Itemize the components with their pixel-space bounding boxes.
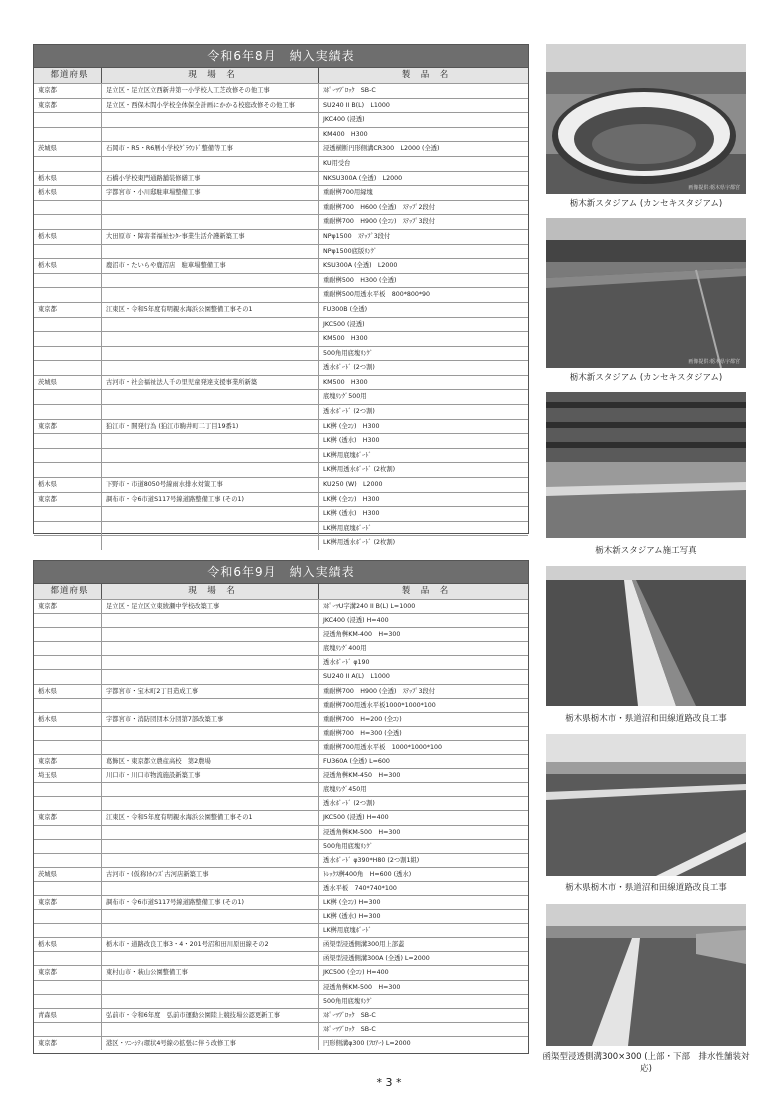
table-row: [34, 669, 528, 683]
cell-site: [102, 449, 319, 463]
cell-product: 重耐桝700用透水平板 1000*1000*100: [323, 743, 443, 751]
cell-prefecture: [34, 882, 102, 895]
photo-caption: 函渠型浸透側溝300×300 (上部・下部 排水性舗装対応): [542, 1052, 750, 1074]
page-number: * 3 *: [376, 1076, 402, 1089]
cell-prefecture: 東京都: [34, 811, 102, 824]
stadium-aerial-photo: [546, 44, 746, 194]
cell-product: 500角用底塊ﾘﾝｸﾞ: [323, 349, 373, 357]
cell-prefecture: 東京都: [34, 420, 102, 434]
cell-site: [102, 614, 319, 627]
table-row: [34, 965, 528, 979]
delivery-table-august: [33, 44, 529, 547]
table-header: [34, 583, 528, 599]
cell-product: ｽﾎﾟｰﾂﾌﾞﾛｯｸ SB-C: [323, 1011, 376, 1019]
cell-prefecture: [34, 995, 102, 1008]
header-prefecture: 都道府県: [34, 68, 102, 83]
cell-product: LK桝用底塊ﾎﾞｰﾄﾞ: [323, 451, 372, 459]
header-site: 現 場 名: [102, 68, 319, 83]
cell-product: LK桝 (全ｺﾝ) H300: [323, 422, 380, 430]
cell-site: 下野市・市道8050号線雨水排水対策工事: [102, 478, 319, 492]
table-row: [34, 214, 528, 229]
cell-prefecture: [34, 332, 102, 346]
cell-product: 浸透角桝KM-450 H=300: [323, 772, 401, 780]
cell-site: [102, 826, 319, 839]
cell-site: 江東区・令和5年度有明親水海浜公園整備工事その1: [102, 303, 319, 317]
table-row: [34, 127, 528, 142]
table-row: [34, 404, 528, 419]
table-row: [34, 782, 528, 796]
cell-site: [102, 952, 319, 965]
cell-site: [102, 128, 319, 142]
table-row: [34, 754, 528, 768]
road-drain-photo-1: [546, 566, 746, 706]
cell-site: 港区・ｿﾆｰｼﾃｨ環状4号線の拡張に伴う改修工事: [102, 1037, 319, 1050]
cell-product: LK桝用透水ﾎﾞｰﾄﾞ (2枚割): [323, 466, 396, 474]
cell-prefecture: 東京都: [34, 600, 102, 613]
cell-site: 江東区・令和5年度有明親水海浜公園整備工事その1: [102, 811, 319, 824]
cell-prefecture: [34, 434, 102, 448]
cell-product: LK桝 (全ｺﾝ) H=300: [323, 898, 381, 906]
cell-site: [102, 347, 319, 361]
cell-site: 調布市・令6市道S117号線道路整備工事 (その1): [102, 493, 319, 507]
cell-product: LK桝用透水ﾎﾞｰﾄﾞ (2枚割): [323, 539, 396, 547]
cell-site: [102, 201, 319, 215]
cell-site: [102, 463, 319, 477]
cell-prefecture: 埼玉県: [34, 769, 102, 782]
cell-prefecture: 東京都: [34, 966, 102, 979]
cell-prefecture: 青森県: [34, 1009, 102, 1022]
table-row: [34, 839, 528, 853]
cell-prefecture: [34, 113, 102, 127]
cell-product: FU360A (全透) L=600: [323, 758, 390, 766]
header-site: 現 場 名: [102, 584, 319, 599]
table-row: [34, 599, 528, 613]
cell-prefecture: [34, 628, 102, 641]
cell-prefecture: [34, 981, 102, 994]
cell-site: [102, 507, 319, 521]
cell-product: KU用受台: [323, 159, 351, 167]
table-row: [34, 937, 528, 951]
cell-prefecture: 栃木県: [34, 172, 102, 186]
table-title: 令和6年8月 納入実績表: [34, 45, 528, 67]
cell-prefecture: 茨城県: [34, 868, 102, 881]
table-row: [34, 346, 528, 361]
photo-caption: 栃木県栃木市・県道沼和田線道路改良工事: [565, 714, 727, 724]
cell-product: 重耐桝700 H=300 (全透): [323, 729, 402, 737]
table-row: [34, 796, 528, 810]
cell-prefecture: [34, 952, 102, 965]
table-row: [34, 317, 528, 332]
cell-product: NPφ1500底版ﾘﾝｸﾞ: [323, 247, 377, 255]
stadium-pitch-photo: [546, 218, 746, 368]
cell-site: [102, 642, 319, 655]
cell-site: [102, 910, 319, 923]
table-row: [34, 895, 528, 909]
cell-prefecture: 栃木県: [34, 713, 102, 726]
cell-site: [102, 882, 319, 895]
cell-site: [102, 405, 319, 419]
cell-product: 重耐桝700用縁塊: [323, 189, 373, 197]
cell-site: [102, 670, 319, 683]
table-row: [34, 171, 528, 186]
cell-prefecture: [34, 507, 102, 521]
table-row: [34, 521, 528, 536]
table-row: [34, 825, 528, 839]
cell-site: 栃木市・道路改良工事3・4・201号沼和田川原田線その2: [102, 938, 319, 951]
cell-product: 底塊ﾘﾝｸﾞ400用: [323, 645, 367, 653]
table-row: [34, 141, 528, 156]
table-row: [34, 613, 528, 627]
table-row: [34, 535, 528, 550]
cell-product: 函渠型浸透側溝300A (全透) L=2000: [323, 955, 430, 963]
cell-product: LK桝 (全ｺﾝ) H300: [323, 495, 380, 503]
cell-product: 函渠型浸透側溝300用上部蓋: [323, 941, 405, 949]
cell-site: [102, 113, 319, 127]
photo-caption: 栃木新スタジアム施工写真: [595, 546, 697, 556]
cell-prefecture: [34, 128, 102, 142]
photo-credit: 画像提供:栃木県宇都宮: [688, 359, 740, 365]
table-row: [34, 740, 528, 754]
cell-site: [102, 656, 319, 669]
table-row: [34, 867, 528, 881]
cell-site: [102, 1023, 319, 1036]
cell-prefecture: [34, 727, 102, 740]
cell-prefecture: [34, 405, 102, 419]
cell-product: JKC500 (浸透): [323, 320, 365, 328]
cell-site: 弘前市・令和6年度 弘前市運動公園陸上競技場公認更新工事: [102, 1009, 319, 1022]
cell-product: 透水平板 740*740*100: [323, 884, 397, 892]
cell-site: [102, 157, 319, 171]
cell-prefecture: [34, 670, 102, 683]
cell-product: JKC500 (全ｺﾝ) H=400: [323, 969, 389, 977]
cell-product: 重耐桝700 H600 (全透) ｽﾃｯﾌﾟ2段付: [323, 203, 436, 211]
cell-product: 500角用底塊ﾘﾝｸﾞ: [323, 997, 373, 1005]
table-row: [34, 994, 528, 1008]
cell-site: 足立区・足立区立西新井第一小学校人工芝改修その他工事: [102, 84, 319, 98]
table-row: [34, 641, 528, 655]
cell-prefecture: 東京都: [34, 84, 102, 98]
cell-product: 底塊ﾘﾝｸﾞ500用: [323, 393, 367, 401]
table-row: [34, 1036, 528, 1050]
cell-product: ｽﾎﾟｰﾂﾌﾞﾛｯｸ SB-C: [323, 1025, 376, 1033]
cell-product: ﾄﾚｯｸｽ桝400角 H=600 (透水): [323, 870, 412, 878]
cell-product: KM500 H300: [323, 378, 368, 386]
cell-prefecture: [34, 157, 102, 171]
cell-prefecture: 東京都: [34, 493, 102, 507]
table-row: [34, 1022, 528, 1036]
cell-prefecture: 東京都: [34, 896, 102, 909]
table-row: [34, 477, 528, 492]
cell-product: LK桝 (透水) H300: [323, 437, 380, 445]
cell-site: [102, 434, 319, 448]
table-row: [34, 909, 528, 923]
table-row: [34, 726, 528, 740]
photo-caption: 栃木県栃木市・県道沼和田線道路改良工事: [565, 883, 727, 893]
cell-prefecture: [34, 924, 102, 937]
table-row: [34, 627, 528, 641]
cell-prefecture: [34, 536, 102, 550]
cell-prefecture: 茨城県: [34, 376, 102, 390]
cell-site: 東村山市・萩山公園整備工事: [102, 966, 319, 979]
table-row: [34, 244, 528, 259]
cell-prefecture: [34, 522, 102, 536]
cell-site: [102, 332, 319, 346]
table-title: 令和6年9月 納入実績表: [34, 561, 528, 583]
table-row: [34, 200, 528, 215]
cell-site: [102, 840, 319, 853]
cell-prefecture: [34, 854, 102, 867]
table-row: [34, 156, 528, 171]
delivery-table-september: [33, 560, 529, 1054]
cell-product: SU240 II B(L) L1000: [323, 101, 390, 109]
table-body: [34, 599, 528, 1050]
photo-credit: 画像提供:栃木県宇都宮: [688, 185, 740, 191]
cell-site: [102, 390, 319, 404]
table-row: [34, 853, 528, 867]
cell-product: 透水ﾎﾞｰﾄﾞ φ190: [323, 659, 370, 667]
cell-product: ｽﾎﾟｰﾂU字溝240 II B(L) L=1000: [323, 603, 416, 610]
cell-prefecture: [34, 318, 102, 332]
cell-site: 宇都宮市・消防団団本分団第7部改築工事: [102, 713, 319, 726]
cell-product: 浸透横断円形側溝CR300 L2000 (全透): [323, 145, 440, 153]
table-row: [34, 389, 528, 404]
photo-caption: 栃木新スタジアム (カンセキスタジアム): [569, 373, 723, 383]
table-row: [34, 684, 528, 698]
table-row: [34, 448, 528, 463]
table-row: [34, 881, 528, 895]
cell-product: LK桝用底塊ﾎﾞｰﾄﾞ: [323, 524, 372, 532]
cell-prefecture: [34, 288, 102, 302]
cell-site: [102, 318, 319, 332]
cell-product: NPφ1500 ｽﾃｯﾌﾟ3段付: [323, 232, 391, 240]
table-row: [34, 1008, 528, 1022]
cell-product: 重耐桝700用透水平板1000*1000*100: [323, 701, 436, 709]
cell-site: [102, 536, 319, 550]
cell-prefecture: [34, 741, 102, 754]
table-row: [34, 951, 528, 965]
cell-site: [102, 628, 319, 641]
photo-caption: 栃木新スタジアム (カンセキスタジアム): [569, 199, 723, 209]
cell-product: 透水ﾎﾞｰﾄﾞ (2つ割): [323, 364, 375, 372]
cell-product: 円形側溝φ300 (ﾌﾛｱｰ) L=2000: [323, 1039, 411, 1047]
cell-site: 足立区・西保木間小学校全体保全計画にかかる校庭改修その他工事: [102, 99, 319, 113]
cell-prefecture: [34, 826, 102, 839]
cell-product: 重耐桝700 H900 (全透) ｽﾃｯﾌﾟ3段付: [323, 687, 436, 695]
cell-site: 調布市・令6市道S117号線道路整備工事 (その1): [102, 896, 319, 909]
cell-prefecture: 栃木県: [34, 259, 102, 273]
table-row: [34, 980, 528, 994]
table-row: [34, 229, 528, 244]
table-row: [34, 506, 528, 521]
cell-product: 重耐桝500 H300 (全透): [323, 276, 397, 284]
cell-prefecture: [34, 910, 102, 923]
cell-prefecture: 東京都: [34, 303, 102, 317]
cell-prefecture: [34, 840, 102, 853]
table-row: [34, 810, 528, 824]
table-row: [34, 655, 528, 669]
stadium-construction-photo: [546, 392, 746, 538]
cell-product: ｽﾎﾟｰﾂﾌﾞﾛｯｸ SB-C: [323, 87, 376, 94]
table-row: [34, 287, 528, 302]
cell-product: KM500 H300: [323, 335, 368, 343]
table-row: [34, 923, 528, 937]
road-drain-photo-2: [546, 734, 746, 876]
cell-site: 川口市・川口市物流施設新築工事: [102, 769, 319, 782]
cell-prefecture: [34, 642, 102, 655]
cell-site: [102, 797, 319, 810]
table-row: [34, 360, 528, 375]
cell-prefecture: [34, 614, 102, 627]
table-row: [34, 419, 528, 434]
cell-product: LK桝用底塊ﾎﾞｰﾄﾞ: [323, 927, 372, 935]
cell-product: KSU300A (全透) L2000: [323, 262, 398, 270]
cell-site: 宇都宮市・小川邸駐車場整備工事: [102, 186, 319, 200]
cell-site: [102, 288, 319, 302]
table-row: [34, 712, 528, 726]
cell-prefecture: [34, 347, 102, 361]
cell-prefecture: 栃木県: [34, 478, 102, 492]
table-row: [34, 185, 528, 200]
cell-site: 大田原市・障害者福祉ｾﾝﾀｰ事業生活介護新築工事: [102, 230, 319, 244]
table-row: [34, 273, 528, 288]
cell-site: [102, 699, 319, 712]
header-product: 製 品 名: [401, 586, 450, 596]
table-row: [34, 331, 528, 346]
cell-site: [102, 783, 319, 796]
cell-prefecture: 栃木県: [34, 186, 102, 200]
cell-prefecture: [34, 390, 102, 404]
cell-product: 浸透角桝KM-500 H=300: [323, 983, 401, 991]
cell-prefecture: [34, 656, 102, 669]
cell-site: [102, 854, 319, 867]
cell-product: 浸透角桝KM-500 H=300: [323, 828, 401, 836]
cell-site: [102, 995, 319, 1008]
cell-site: [102, 215, 319, 229]
cell-site: [102, 522, 319, 536]
cell-site: 石橋小学校東門通路舗装修繕工事: [102, 172, 319, 186]
header-product: 製 品 名: [401, 70, 450, 80]
cell-site: [102, 981, 319, 994]
cell-product: NKSU300A (全透) L2000: [323, 174, 403, 182]
cell-product: 重耐桝700 H=200 (全ｺﾝ): [323, 715, 402, 723]
table-row: [34, 698, 528, 712]
cell-site: 古河市・(仮称)ｶｲﾝｽﾞ古河店新築工事: [102, 868, 319, 881]
cell-prefecture: [34, 449, 102, 463]
cell-product: 透水ﾎﾞｰﾄﾞ φ390*H80 (2つ割1組): [323, 856, 420, 864]
cell-site: 鹿沼市・たいらや鹿沼店 駐車場整備工事: [102, 259, 319, 273]
cell-product: KU250 (W) L2000: [323, 481, 383, 489]
table-row: [34, 302, 528, 317]
cell-product: 500角用底塊ﾘﾝｸﾞ: [323, 842, 373, 850]
header-prefecture: 都道府県: [34, 584, 102, 599]
cell-site: [102, 741, 319, 754]
cell-site: 足立区・足立区立東綾瀬中学校改築工事: [102, 600, 319, 613]
cell-site: [102, 274, 319, 288]
cell-prefecture: 栃木県: [34, 938, 102, 951]
cell-prefecture: 栃木県: [34, 685, 102, 698]
table-row: [34, 258, 528, 273]
cell-site: 古河市・社会福祉法人千の里児童発達支援事業所新築: [102, 376, 319, 390]
cell-product: 底塊ﾘﾝｸﾞ450用: [323, 786, 367, 794]
cell-product: 重耐桝700 H900 (全ｺﾝ) ｽﾃｯﾌﾟ3段付: [323, 218, 436, 226]
cell-product: FU300B (全透): [323, 305, 368, 313]
table-row: [34, 112, 528, 127]
cell-product: 浸透角桝KM-400 H=300: [323, 631, 401, 639]
cell-site: [102, 361, 319, 375]
cell-prefecture: [34, 797, 102, 810]
cell-prefecture: [34, 274, 102, 288]
cell-prefecture: [34, 463, 102, 477]
cell-site: 宇都宮市・宝木町2丁目造成工事: [102, 685, 319, 698]
cell-site: [102, 727, 319, 740]
cell-prefecture: [34, 699, 102, 712]
cell-product: LK桝 (透水) H=300: [323, 913, 381, 921]
table-row: [34, 462, 528, 477]
cell-product: 透水ﾎﾞｰﾄﾞ (2つ割): [323, 800, 375, 808]
cell-prefecture: 東京都: [34, 1037, 102, 1050]
cell-product: KM400 H300: [323, 130, 368, 138]
cell-product: 重耐桝500用透水平板 800*800*90: [323, 291, 431, 299]
cell-product: LK桝 (透水) H300: [323, 510, 380, 518]
cell-product: JKC400 (浸透) H=400: [323, 617, 389, 625]
table-row: [34, 768, 528, 782]
cell-site: [102, 924, 319, 937]
cell-prefecture: [34, 215, 102, 229]
cell-site: 石岡市・R5・R6暦小学校ｸﾞﾗｳﾝﾄﾞ整備等工事: [102, 142, 319, 156]
cell-product: SU240 II A(L) L1000: [323, 673, 390, 681]
table-row: [34, 375, 528, 390]
table-row: [34, 492, 528, 507]
cell-site: [102, 245, 319, 259]
cell-prefecture: [34, 245, 102, 259]
cell-prefecture: [34, 1023, 102, 1036]
cell-site: 葛飾区・東京都立農産高校 第2農場: [102, 755, 319, 768]
table-row: [34, 83, 528, 98]
cell-product: 透水ﾎﾞｰﾄﾞ (2つ割): [323, 408, 375, 416]
cell-prefecture: 東京都: [34, 755, 102, 768]
table-body: [34, 83, 528, 550]
table-row: [34, 98, 528, 113]
box-culvert-photo: [546, 904, 746, 1046]
cell-product: JKC400 (浸透): [323, 116, 365, 124]
cell-prefecture: [34, 361, 102, 375]
cell-prefecture: 栃木県: [34, 230, 102, 244]
cell-prefecture: [34, 201, 102, 215]
cell-product: JKC500 (浸透) H=400: [323, 814, 389, 822]
table-row: [34, 433, 528, 448]
cell-prefecture: 東京都: [34, 99, 102, 113]
table-header: [34, 67, 528, 83]
cell-site: 狛江市・開発行為 (狛江市駒井町二丁目19番1): [102, 420, 319, 434]
cell-prefecture: [34, 783, 102, 796]
cell-prefecture: 茨城県: [34, 142, 102, 156]
